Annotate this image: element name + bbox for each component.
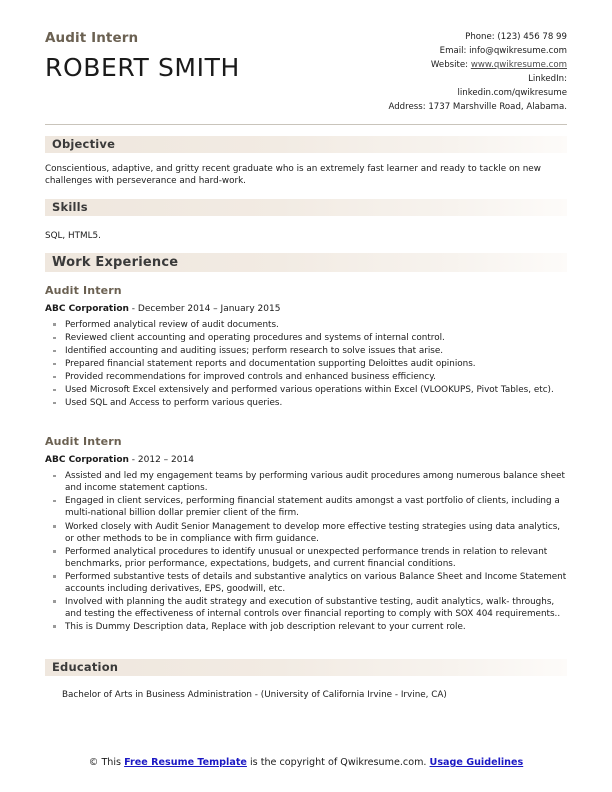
section-title-objective: Objective bbox=[52, 137, 116, 152]
contact-phone: Phone: (123) 456 78 99 bbox=[465, 32, 567, 42]
job-bullet: Performed analytical review of audit documents. bbox=[45, 319, 567, 331]
job-meta bbox=[45, 455, 567, 465]
footer-copyright-symbol: © bbox=[88, 757, 99, 769]
section-title-skills: Skills bbox=[52, 200, 88, 214]
contact-email: Email: info@qwikresume.com bbox=[439, 45, 567, 56]
contact-address: Address: 1737 Marshville Road, Alabama. bbox=[388, 101, 567, 112]
footer-prefix: This bbox=[101, 757, 122, 769]
job-bullet: Engaged in client services, performing financial statement audits amongst a vast portfolio of clients, including a multi-national billion dollar premier client of the firm. bbox=[45, 495, 567, 519]
footer-middle: is the copyright of Qwikresume.com. bbox=[249, 757, 427, 769]
job-bullet: Prepared financial statement reports and documentation supporting Deloittes audit opinions. bbox=[45, 358, 567, 370]
section-header-education bbox=[45, 659, 567, 676]
section-header-skills bbox=[45, 199, 567, 216]
section-title-education: Education bbox=[52, 660, 119, 675]
header-divider bbox=[45, 124, 567, 125]
job-entry bbox=[45, 435, 567, 633]
section-header-work-experience bbox=[45, 253, 567, 272]
job-title: Audit Intern bbox=[45, 435, 122, 449]
job-bullet: Used SQL and Access to perform various queries. bbox=[45, 397, 567, 409]
header-role-label: Audit Intern bbox=[45, 30, 139, 46]
job-dates: - December 2014 – January 2015 bbox=[131, 303, 281, 314]
header-identity bbox=[45, 28, 240, 81]
job-bullet-list bbox=[45, 319, 567, 409]
footer bbox=[45, 756, 567, 770]
contact-linkedin-url[interactable]: linkedin.com/qwikresume bbox=[457, 87, 567, 98]
objective-text: Conscientious, adaptive, and gritty recent graduate who is an extremely fast learner and ready to tackle on new challenges with perseverance and hard-work. bbox=[45, 163, 541, 187]
contact-block bbox=[388, 28, 567, 115]
job-bullet: Used Microsoft Excel extensively and performed various operations within Excel (VLOOKUPS, Pivot Tables, etc). bbox=[45, 384, 567, 396]
job-bullet: Reviewed client accounting and operating procedures and systems of internal control. bbox=[45, 332, 567, 344]
job-bullet: This is Dummy Description data, Replace with job description relevant to your current role. bbox=[45, 621, 567, 633]
education-entry: Bachelor of Arts in Business Administration - (University of California Irvine - Irvine, CA) bbox=[62, 689, 447, 700]
skills-text: SQL, HTML5. bbox=[45, 230, 101, 241]
job-entry bbox=[45, 284, 567, 409]
contact-website-link[interactable]: www.qwikresume.com bbox=[470, 59, 567, 70]
job-meta bbox=[45, 304, 567, 314]
job-bullet: Provided recommendations for improved controls and enhanced business efficiency. bbox=[45, 371, 567, 383]
contact-website bbox=[388, 59, 567, 73]
job-bullet: Performed analytical procedures to identify unusual or unexpected performance trends in relation to relevant benchmarks, prior performance, expectations, budgets, and current financial conditions. bbox=[45, 546, 567, 570]
section-header-objective bbox=[45, 136, 567, 153]
job-bullet-list bbox=[45, 470, 567, 633]
footer-template-link[interactable]: Free Resume Template bbox=[124, 757, 247, 769]
job-title: Audit Intern bbox=[45, 283, 122, 297]
job-bullet: Performed substantive tests of details and substantive analytics on various Balance Sheet and Income Statement accounts including derivatives, EPS, goodwill, etc. bbox=[45, 571, 567, 595]
job-bullet: Worked closely with Audit Senior Management to develop more effective testing strategies using data analytics, or other methods to be in compliance with firm guidance. bbox=[45, 521, 567, 545]
footer-usage-guidelines-link[interactable]: Usage Guidelines bbox=[429, 757, 524, 769]
job-dates: - 2012 – 2014 bbox=[131, 455, 194, 466]
job-company: ABC Corporation bbox=[45, 303, 129, 314]
candidate-name: ROBERT SMITH bbox=[45, 53, 240, 82]
job-company: ABC Corporation bbox=[45, 455, 129, 466]
job-bullet: Involved with planning the audit strategy and execution of substantive testing, audit analytics, walk- throughs, and testing the effectiveness of internal controls over financial reporting to comply with SOX 404 requirements.. bbox=[45, 596, 567, 620]
section-title-work-experience: Work Experience bbox=[52, 254, 179, 270]
job-bullet: Assisted and led my engagement teams by performing various audit procedures among numerous balance sheet and income statement captions. bbox=[45, 470, 567, 494]
contact-website-label: Website: bbox=[430, 59, 469, 70]
resume-header bbox=[45, 0, 567, 115]
contact-linkedin-label: LinkedIn: bbox=[528, 73, 567, 84]
job-bullet: Identified accounting and auditing issues; perform research to solve issues that arise. bbox=[45, 345, 567, 357]
